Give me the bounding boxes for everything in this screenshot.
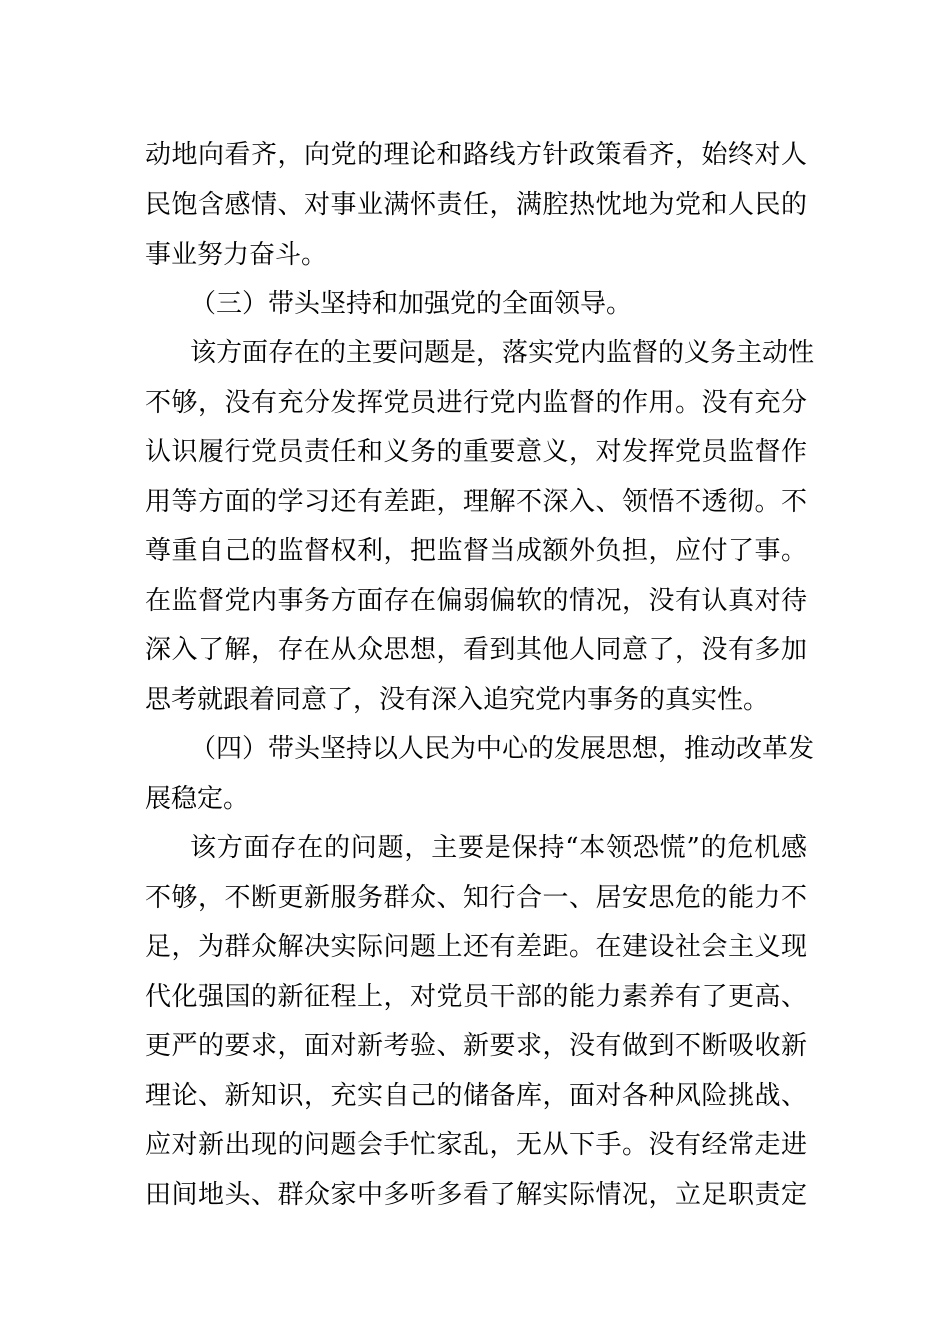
text-line: 思考就跟着同意了，没有深入追究党内事务的真实性。 <box>145 685 770 715</box>
text-line: 事业努力奋斗。 <box>145 240 328 270</box>
text-line: 该方面存在的问题，主要是保持“本领恐慌”的危机感 <box>190 833 807 863</box>
text-line: 尊重自己的监督权利，把监督当成额外负担，应付了事。 <box>145 536 807 566</box>
text-line: 田间地头、群众家中多听多看了解实际情况，立足职责定 <box>145 1180 807 1210</box>
section-heading: （三）带头坚持和加强党的全面领导。 <box>190 289 633 319</box>
section-heading-cont: 展稳定。 <box>145 784 250 814</box>
text-line: 更严的要求，面对新考验、新要求，没有做到不断吸收新 <box>145 1031 807 1061</box>
text-line: 代化强国的新征程上，对党员干部的能力素养有了更高、 <box>145 982 807 1012</box>
text-line: 应对新出现的问题会手忙家乱，无从下手。没有经常走进 <box>145 1130 807 1160</box>
text-line: 民饱含感情、对事业满怀责任，满腔热忱地为党和人民的 <box>145 190 807 220</box>
text-line: 该方面存在的主要问题是，落实党内监督的义务主动性 <box>190 338 815 368</box>
text-line: 动地向看齐，向党的理论和路线方针政策看齐，始终对人 <box>145 140 807 170</box>
text-line: 不够，不断更新服务群众、知行合一、居安思危的能力不 <box>145 883 807 913</box>
text-line: 足，为群众解决实际问题上还有差距。在建设社会主义现 <box>145 932 807 962</box>
section-heading: （四）带头坚持以人民为中心的发展思想，推动改革发 <box>190 734 815 764</box>
text-line: 理论、新知识，充实自己的储备库，面对各种风险挑战、 <box>145 1081 807 1111</box>
text-line: 深入了解，存在从众思想，看到其他人同意了，没有多加 <box>145 635 807 665</box>
text-line: 认识履行党员责任和义务的重要意义，对发挥党员监督作 <box>145 437 807 467</box>
text-line: 用等方面的学习还有差距，理解不深入、领悟不透彻。不 <box>145 487 807 517</box>
text-line: 不够，没有充分发挥党员进行党内监督的作用。没有充分 <box>145 388 807 418</box>
text-line: 在监督党内事务方面存在偏弱偏软的情况，没有认真对待 <box>145 586 807 616</box>
